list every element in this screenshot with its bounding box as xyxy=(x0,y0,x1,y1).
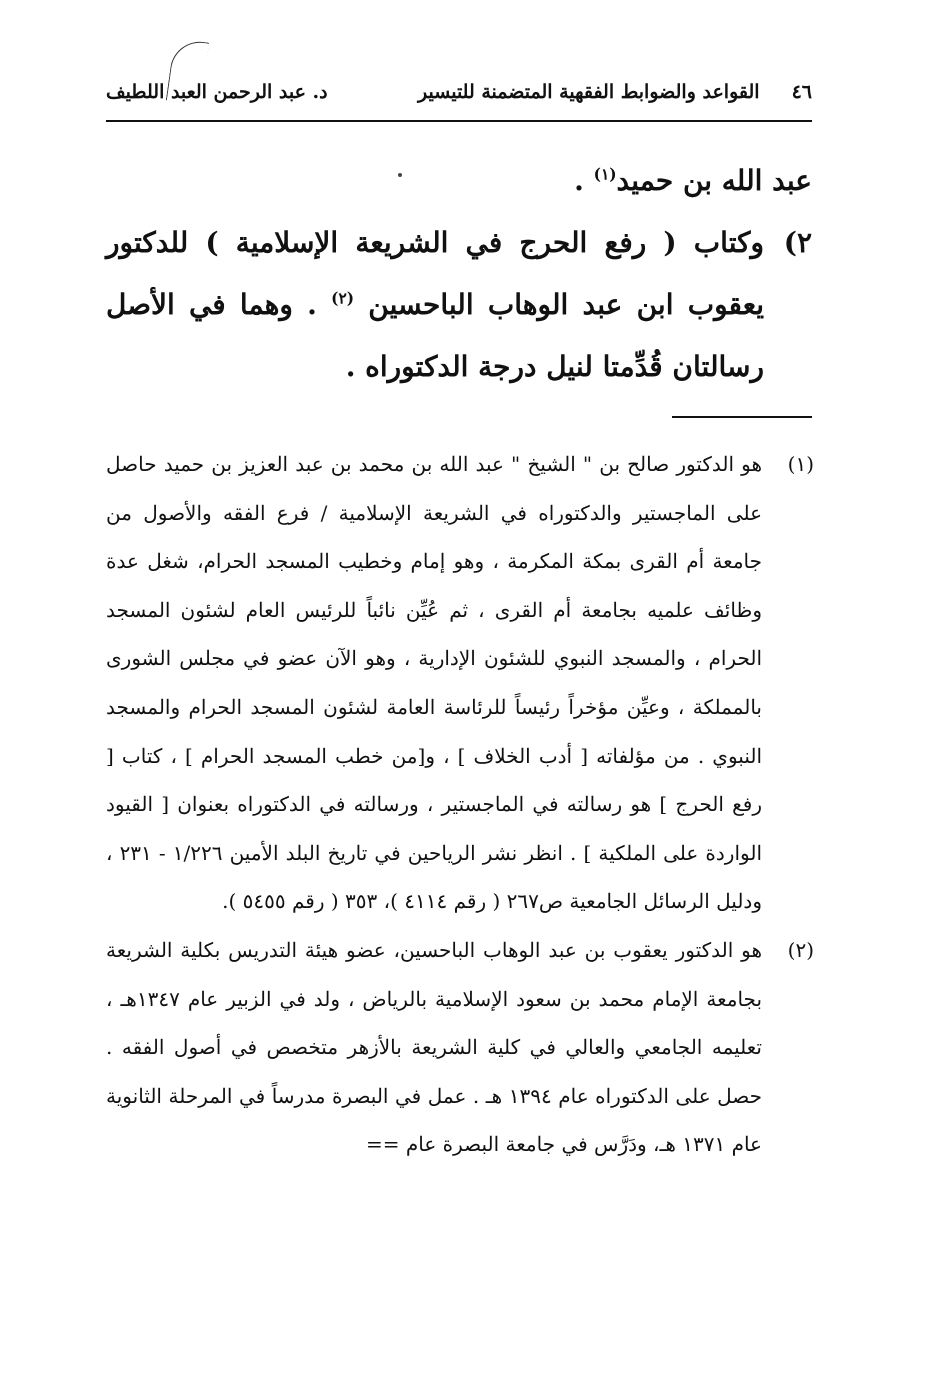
footnote-number: (٢) xyxy=(787,937,814,962)
footnotes xyxy=(106,440,814,1169)
continuation-line xyxy=(106,150,812,212)
author-name: د. عبد الرحمن العبد اللطيف xyxy=(106,81,328,103)
continuation-text: عبد الله بن حميد xyxy=(616,164,812,197)
footnote-number: (١) xyxy=(787,452,814,476)
running-header xyxy=(106,72,812,112)
footnote-ref-1: (١) xyxy=(593,165,617,184)
footnote-text: هو الدكتور يعقوب بن عبد الوهاب الباحسين، عضو هيئة التدريس بكلية الشريعة بجامعة الإمام محمد بن سعود الإسلامية بالرياض ، ولد في الزبير عام ١٣٤٧هـ ، تعليمه الجامعي والعالي في كلية الشريعة بالأزهر متخصص في أصول الفقه . حصل على الدكتوراه عام ١٣٩٤ هـ . عمل في البصرة مدرساً في المرحلة الثانوية عام ١٣٧١ هـ، ودَرَّس في جامعة البصرة عام == xyxy=(106,937,763,1157)
book-title: القواعد والضوابط الفقهية المتضمنة للتيسير xyxy=(418,81,760,103)
footnote-ref-2: (٢) xyxy=(331,289,355,308)
continuation-end: . xyxy=(574,164,584,197)
footnote-text: هو الدكتور صالح بن " الشيخ " عبد الله بن محمد بن عبد العزيز بن حميد حاصل على الماجستير والدكتوراه في الشريعة الإسلامية / فرع الفقه والأصول من جامعة أم القرى بمكة المكرمة ، وهو إمام وخطيب المسجد الحرام، شغل عدة وظائف علميه بجامعة أم القرى ، ثم عُيِّن نائباً للرئيس العام لشئون المسجد الحرام ، والمسجد النبوي للشئون الإدارية ، وهو الآن عضو في مجلس الشورى بالمملكة ، وعيِّن مؤخراً رئيساً للرئاسة العامة لشئون المسجد الحرام والمسجد النبوي . من مؤلفاته [ أدب الخلاف ] ، و[من خطب المسجد الحرام ] ، كتاب [ رفع الحرج ] هو رسالته في الماجستير ، ورسالته في الدكتوراه بعنوان [ القيود الواردة على الملكية ] . انظر نشر الرياحين في تاريخ البلد الأمين ١/٢٢٦ - ٢٣١ ، ودليل الرسائل الجامعية ص٢٦٧ ( رقم ٤١١٤ )، ٣٥٣ ( رقم ٥٤٥٥ ). xyxy=(106,452,763,914)
header-divider xyxy=(106,120,812,122)
list-item-number: ٢) xyxy=(783,226,812,259)
footnote xyxy=(106,440,814,926)
footnote-divider xyxy=(672,416,812,418)
item-text-b: . وهما في الأصل رسالتان قُدِّمتا لنيل درجة الدكتوراه . xyxy=(106,288,764,383)
item-text-a: وكتاب ( رفع الحرج في الشريعة الإسلامية ) للدكتور يعقوب ابن عبد الوهاب الباحسين xyxy=(106,226,765,321)
list-item-2 xyxy=(106,212,812,398)
footnote xyxy=(106,926,814,1169)
page-number: ٤٦ xyxy=(791,81,812,103)
list-item-body xyxy=(106,212,764,398)
main-text xyxy=(106,150,812,398)
